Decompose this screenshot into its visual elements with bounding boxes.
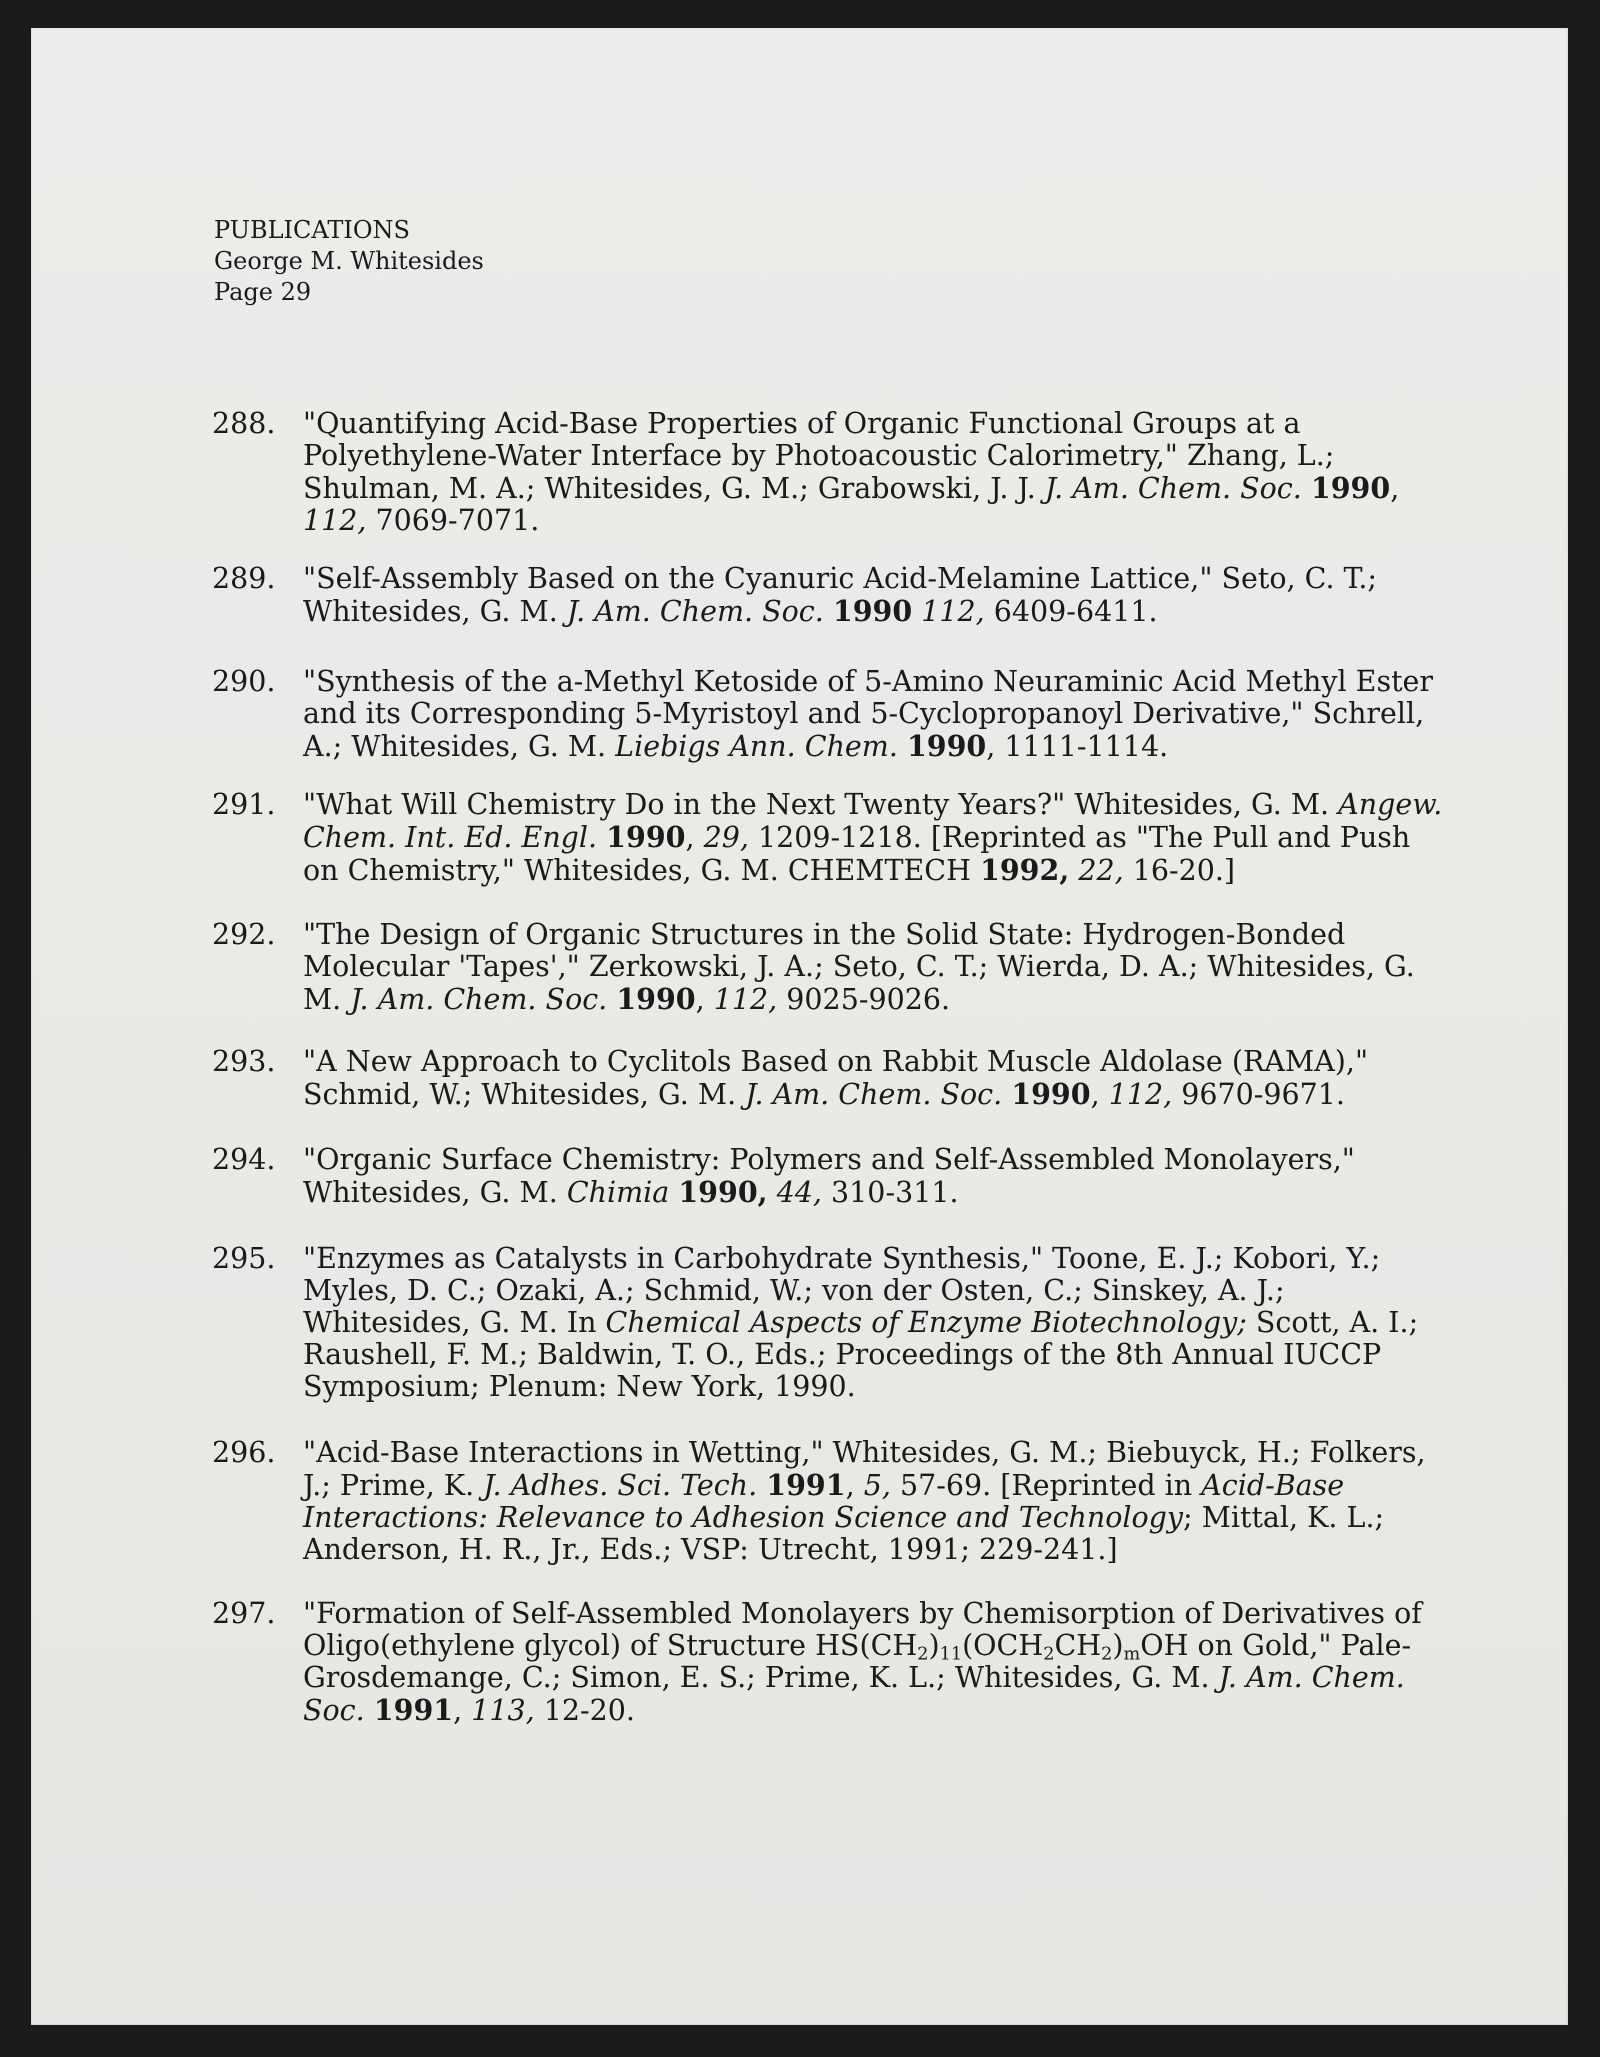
citation-fragment: 1990 (606, 820, 686, 854)
citation-fragment: 112, (1108, 1078, 1173, 1111)
citation-fragment: "The Design of Organic Structures in the Solid State: Hydrogen-Bonded Molecular 'Tapes'," Zerkowski, J. A.; Seto, C. T.; Wierda, D. A.; Whitesides, G. M. (303, 918, 1415, 1016)
citation-fragment: m (1123, 1644, 1141, 1665)
citation-fragment (365, 1694, 374, 1727)
citation-fragment: 7069-7071. (366, 504, 540, 537)
citation-fragment: 16-20.] (1123, 854, 1236, 887)
publication-entry (212, 1144, 1452, 1209)
entry-number: 292. (212, 918, 276, 951)
citation-fragment: 9025-9026. (777, 983, 951, 1016)
citation-fragment: "Enzymes as Catalysts in Carbohydrate Synthesis," Toone, E. J.; Kobori, Y.; Myles, D. C.; Ozaki, A.; Schmid, W.; von der Osten, C.; Sinskey, A. J.; Whitesides, G. M. In (303, 1242, 1381, 1339)
header-author: George M. Whitesides (214, 247, 484, 275)
publication-entry (212, 1598, 1452, 1727)
citation-fragment: "Synthesis of the a-Methyl Ketoside of 5-Amino Neuraminic Acid Methyl Ester and its Corresponding 5-Myristoyl and 5-Cyclopropanoyl Derivative," Schrell, A.; Whitesides, G. M. (303, 665, 1434, 763)
citation-fragment: 2 (917, 1644, 929, 1665)
entry-number: 291. (212, 788, 276, 821)
citation-fragment: J. Adhes. Sci. Tech. (483, 1469, 758, 1502)
header-page-number: Page 29 (214, 278, 312, 306)
citation-fragment: 1992, (980, 853, 1070, 887)
citation-fragment: 112, (713, 983, 778, 1016)
citation-fragment: 12-20. (534, 1694, 635, 1727)
citation-fragment: "What Will Chemistry Do in the Next Twenty Years?" Whitesides, G. M. (303, 788, 1339, 821)
citation-fragment (824, 595, 833, 628)
citation-fragment: Liebigs Ann. Chem. (615, 730, 898, 763)
entry-citation (303, 1598, 1452, 1727)
citation-fragment: 1209-1218. [Reprinted as "The Pull and Push on Chemistry," Whitesides, G. M. CHEMTECH (303, 821, 1411, 887)
publication-entry (212, 408, 1452, 537)
entry-number: 289. (212, 562, 276, 595)
entry-citation (303, 919, 1452, 1016)
citation-fragment: CH (1054, 1629, 1102, 1662)
citation-fragment: Acid-Base Interactions: Relevance to Adhesion Science and Technology (303, 1469, 1345, 1534)
citation-fragment: 29, (703, 821, 749, 854)
entry-citation (303, 1144, 1452, 1209)
entry-citation (303, 1243, 1452, 1403)
entry-citation (303, 408, 1452, 537)
citation-fragment (1002, 1078, 1011, 1111)
citation-fragment: 1990 (906, 729, 987, 763)
entry-citation (303, 1437, 1452, 1566)
publication-entry (212, 919, 1452, 1016)
entry-number: 288. (212, 407, 276, 440)
citation-fragment (1302, 472, 1311, 505)
citation-fragment: Chimia (566, 1176, 670, 1209)
citation-fragment: 1990 (1310, 471, 1391, 505)
entry-citation (303, 666, 1452, 763)
publication-entry (212, 1243, 1452, 1403)
citation-fragment: ) (1112, 1629, 1124, 1662)
citation-fragment: "Quantifying Acid-Base Properties of Organic Functional Groups at a Polyethylene-Water Interface by Photoacoustic Calorimetry," Zhang, L.; Shulman, M. A.; Whitesides, G. M.; Grabowski, J. J. (303, 407, 1335, 505)
citation-fragment: , (695, 983, 714, 1016)
publication-entry (212, 1046, 1452, 1111)
citation-fragment (1069, 854, 1078, 887)
citation-fragment: J. Am. Chem. Soc. (350, 983, 608, 1016)
citation-fragment: 5, (863, 1469, 891, 1502)
citation-fragment: OH on Gold," Pale-Grosdemange, C.; Simon, E. S.; Prime, K. L.; Whitesides, G. M. (303, 1629, 1412, 1694)
publication-entry (212, 1437, 1452, 1566)
citation-fragment: 1990, (678, 1175, 768, 1209)
citation-fragment: , (845, 1469, 864, 1502)
citation-fragment: 1990 (616, 982, 696, 1016)
entry-number: 290. (212, 665, 276, 698)
header-title: PUBLICATIONS (214, 216, 410, 244)
citation-fragment: , (1390, 472, 1400, 505)
citation-fragment: J. Am. Chem. Soc. (303, 1661, 1405, 1727)
citation-fragment: , (453, 1694, 472, 1727)
citation-fragment: , (685, 821, 704, 854)
citation-fragment: 112, (921, 595, 985, 628)
citation-fragment: 112, (303, 504, 367, 537)
citation-fragment: 11 (939, 1644, 963, 1665)
citation-fragment: "A New Approach to Cyclitols Based on Rabbit Muscle Aldolase (RAMA)," Schmid, W.; Whitesides, G. M. (303, 1045, 1369, 1111)
entry-number: 297. (212, 1597, 276, 1630)
citation-fragment: ) (928, 1629, 940, 1662)
citation-fragment (912, 595, 921, 628)
publication-entry (212, 666, 1452, 763)
entry-number: 294. (212, 1143, 276, 1176)
citation-fragment: ; Mittal, K. L.; Anderson, H. R., Jr., Eds.; VSP: Utrecht, 1991; 229-241.] (303, 1501, 1385, 1566)
citation-fragment (607, 983, 616, 1016)
entry-number: 296. (212, 1436, 276, 1469)
citation-fragment: 9670-9671. (1172, 1078, 1345, 1111)
entry-citation (303, 563, 1452, 628)
citation-fragment: 310-311. (821, 1176, 959, 1209)
entry-citation (303, 1046, 1452, 1111)
citation-fragment: 1990 (832, 594, 913, 628)
citation-fragment: J. Am. Chem. Soc. (745, 1078, 1003, 1111)
publication-entry (212, 563, 1452, 628)
citation-fragment: 1991 (373, 1693, 454, 1727)
paper-sheet (31, 28, 1568, 2025)
citation-fragment: 2 (1101, 1644, 1113, 1665)
citation-fragment: J. Am. Chem. Soc. (566, 595, 824, 628)
entry-citation (303, 789, 1452, 887)
citation-fragment: 6409-6411. (984, 595, 1158, 628)
citation-fragment: (OCH (962, 1629, 1044, 1662)
page-header (214, 215, 484, 308)
citation-fragment: 113, (471, 1694, 535, 1727)
citation-fragment (597, 821, 606, 854)
publication-entry (212, 789, 1452, 887)
citation-fragment: "Formation of Self-Assembled Monolayers by Chemisorption of Derivatives of Oligo(ethylene glycol) of Structure HS(CH (303, 1597, 1422, 1662)
citation-fragment (669, 1176, 678, 1209)
citation-fragment (768, 1176, 777, 1209)
citation-fragment: 57-69. [Reprinted in (890, 1469, 1202, 1502)
citation-fragment: Chemical Aspects of Enzyme Biotechnology; (605, 1306, 1247, 1339)
citation-fragment: 44, (776, 1176, 822, 1209)
citation-fragment: 2 (1043, 1644, 1055, 1665)
citation-fragment: 22, (1078, 854, 1124, 887)
citation-fragment: , (1090, 1078, 1109, 1111)
citation-fragment: J. Am. Chem. Soc. (1044, 472, 1302, 505)
citation-fragment: 1990 (1011, 1077, 1091, 1111)
citation-fragment: "Self-Assembly Based on the Cyanuric Acid-Melamine Lattice," Seto, C. T.; Whitesides, G. M. (303, 562, 1378, 628)
citation-fragment (898, 730, 907, 763)
citation-fragment: 1991 (766, 1468, 846, 1502)
citation-fragment: , 1111-1114. (986, 730, 1169, 763)
citation-fragment: Angew. Chem. Int. Ed. Engl. (303, 788, 1443, 854)
citation-fragment (757, 1469, 766, 1502)
entry-number: 295. (212, 1242, 276, 1275)
citation-fragment: "Acid-Base Interactions in Wetting," Whitesides, G. M.; Biebuyck, H.; Folkers, J.; Prime, K. (303, 1436, 1426, 1502)
entry-number: 293. (212, 1045, 276, 1078)
citation-fragment: Scott, A. I.; Raushell, F. M.; Baldwin, T. O., Eds.; Proceedings of the 8th Annual IUCCP Symposium; Plenum: New York, 1990. (303, 1306, 1419, 1403)
citation-fragment: "Organic Surface Chemistry: Polymers and Self-Assembled Monolayers," Whitesides, G. M. (303, 1143, 1355, 1209)
